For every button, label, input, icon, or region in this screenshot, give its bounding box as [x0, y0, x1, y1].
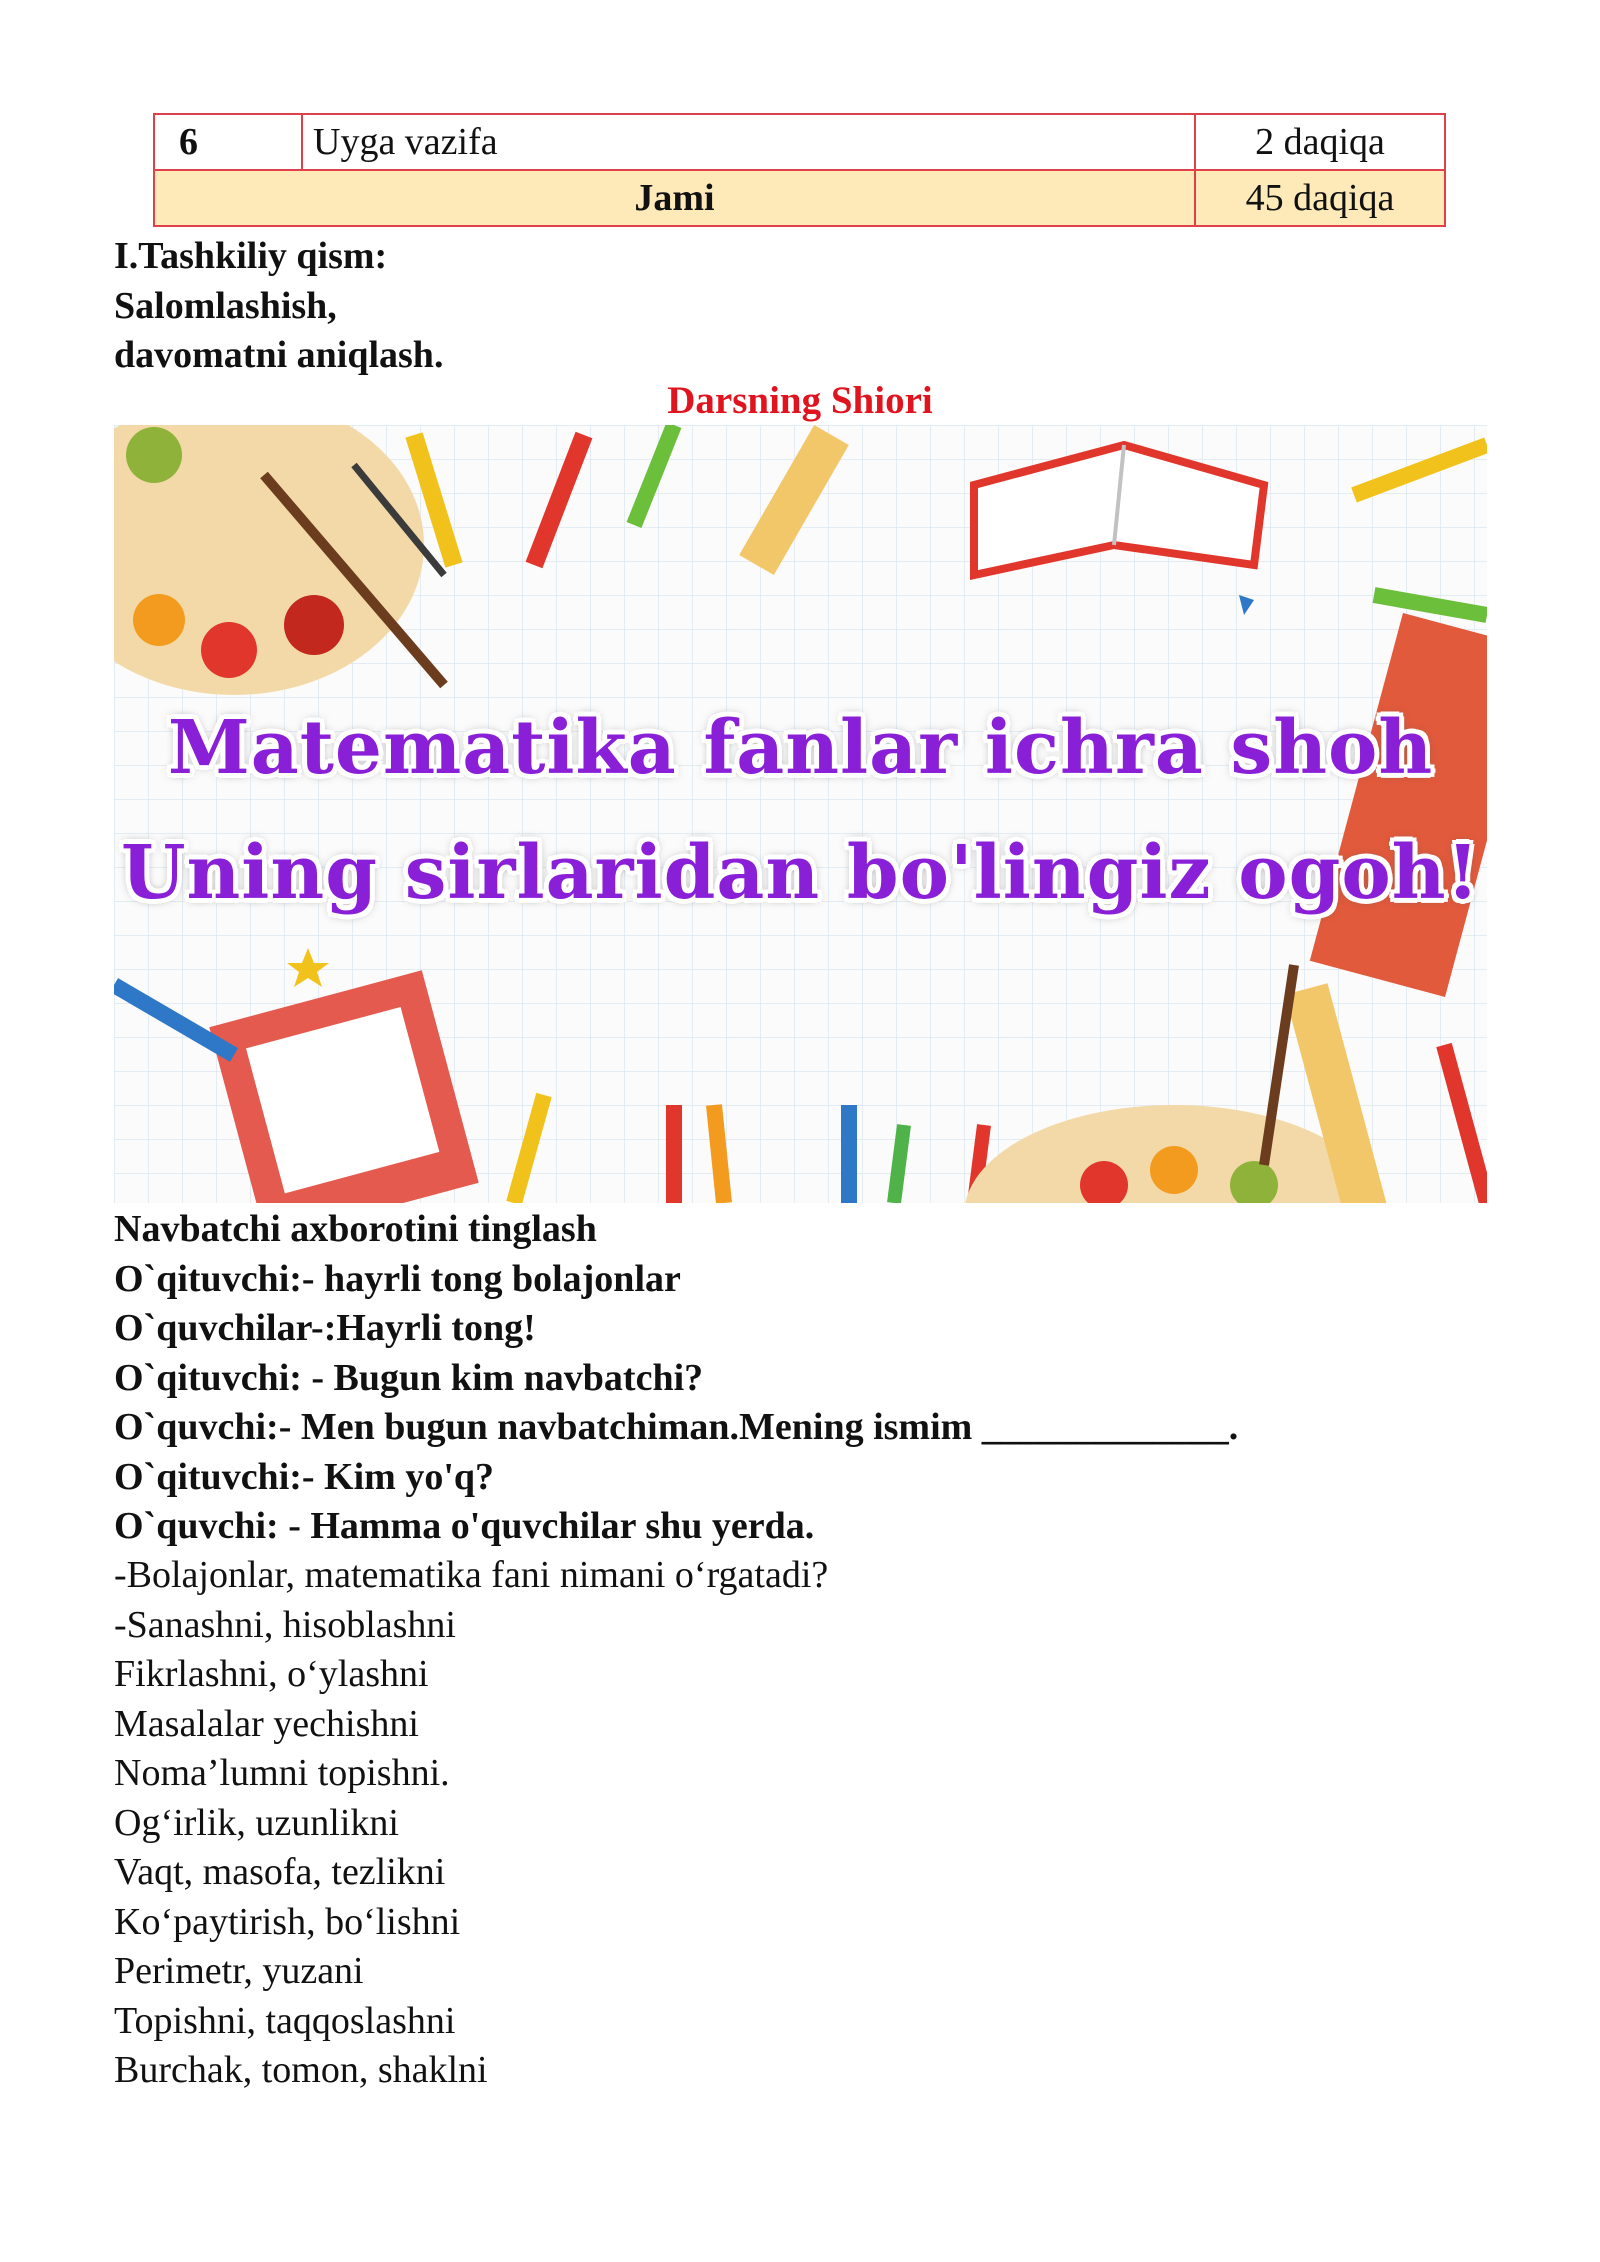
section-heading: I.Tashkiliy qism:	[114, 235, 388, 277]
answer-line: Perimetr, yuzani	[114, 1950, 364, 1992]
organizational-section	[114, 232, 443, 381]
table-row	[154, 114, 1445, 170]
stage-number: 6	[154, 114, 302, 170]
answer-line: Masalalar yechishni	[114, 1702, 419, 1745]
dialogue-line: O`qituvchi:- Kim yo'q?	[114, 1455, 495, 1498]
answer-line: -Bolajonlar, matematika fani nimani o‘rgatadi?	[114, 1554, 829, 1596]
answer-line: Og‘irlik, uzunlikni	[114, 1801, 399, 1844]
answer-line: -Sanashni, hisoblashni	[114, 1603, 456, 1646]
answer-line: Noma’lumni topishni.	[114, 1752, 450, 1794]
dialogue-line: O`qituvchi:- hayrli tong bolajonlar	[114, 1257, 681, 1300]
answer-line: Burchak, tomon, shaklni	[114, 2049, 488, 2091]
total-label: Jami	[154, 170, 1195, 226]
dialogue-line: O`quvchilar-:Hayrli tong!	[114, 1307, 536, 1349]
motto-title: Darsning Shiori	[667, 379, 933, 422]
motto-banner-image	[114, 425, 1487, 1203]
stage-name: Uyga vazifa	[302, 114, 1195, 170]
lesson-plan-table	[153, 113, 1446, 227]
attendance-line: davomatni aniqlash.	[114, 334, 444, 376]
dialogue-line: Navbatchi axborotini tinglash	[114, 1208, 597, 1250]
answer-line: Vaqt, masofa, tezlikni	[114, 1851, 446, 1893]
dialogue-line: O`quvchi: - Hamma o'quvchilar shu yerda.	[114, 1505, 815, 1547]
dialogue-line: O`qituvchi: - Bugun kim navbatchi?	[114, 1356, 704, 1399]
answers-section	[114, 1551, 828, 2096]
dialogue-line: O`quvchi:- Men bugun navbatchiman.Mening ismim _____________.	[114, 1406, 1239, 1448]
answer-line: Ko‘paytirish, bo‘lishni	[114, 1900, 461, 1943]
total-duration: 45 daqiqa	[1195, 170, 1445, 226]
dialogue-section	[114, 1205, 1238, 1552]
banner-line-2: Uning sirlaridan bo'lingiz ogoh!	[120, 830, 1481, 916]
greeting-line: Salomlashish,	[114, 284, 337, 327]
stage-duration: 2 daqiqa	[1195, 114, 1445, 170]
table-total-row	[154, 170, 1445, 226]
answer-line: Fikrlashni, o‘ylashni	[114, 1653, 429, 1695]
answer-line: Topishni, taqqoslashni	[114, 1999, 456, 2042]
banner-line-1: Matematika fanlar ichra shoh	[167, 705, 1434, 791]
banner-illustration	[114, 425, 1487, 1203]
